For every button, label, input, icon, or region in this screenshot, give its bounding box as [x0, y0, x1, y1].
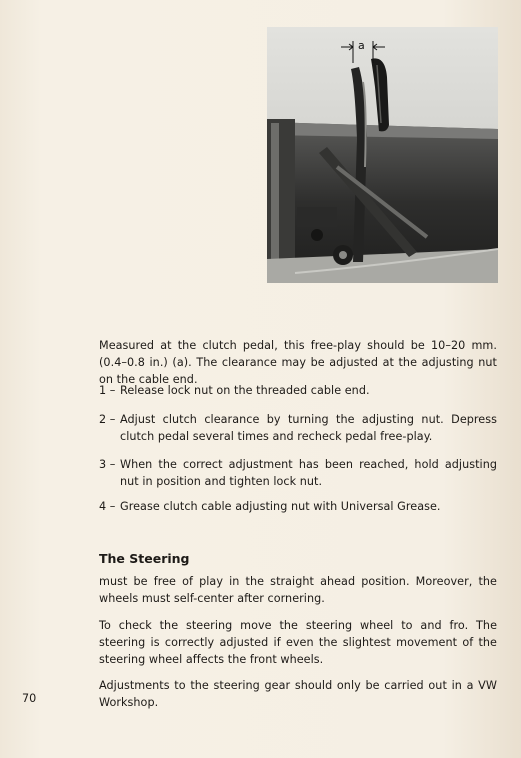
step-item [99, 498, 497, 515]
step-item [99, 411, 497, 445]
clutch-pedal-illustration [267, 27, 498, 283]
section-heading: The Steering [99, 551, 190, 566]
step-number: 3 – [99, 458, 116, 471]
step-text: Grease clutch cable adjusting nut with Universal Grease. [120, 500, 441, 513]
step-number: 1 – [99, 384, 116, 397]
steering-paragraph: To check the steering move the steering wheel to and fro. The steering is correctly adjusted if even the slightest movement of the steering wheel affects the front wheels. [99, 619, 497, 666]
intro-paragraph: Measured at the clutch pedal, this free-play should be 10–20 mm. (0.4–0.8 in.) (a). The clearance may be adjusted at the adjusting nut on the cable end. [99, 339, 497, 386]
step-text: Adjust clutch clearance by turning the adjusting nut. Depress clutch pedal several times and recheck pedal free-play. [120, 413, 497, 443]
steering-paragraph: must be free of play in the straight ahead position. Moreover, the wheels must self-center after cornering. [99, 575, 497, 605]
measurement-label: a [358, 39, 365, 52]
step-text: Release lock nut on the threaded cable end. [120, 384, 370, 397]
step-number: 2 – [99, 413, 116, 426]
step-text: When the correct adjustment has been reached, hold adjusting nut in position and tighten lock nut. [120, 458, 497, 488]
clutch-pedal-photo [267, 27, 498, 283]
step-item [99, 456, 497, 490]
step-item [99, 382, 497, 399]
step-number: 4 – [99, 500, 116, 513]
steering-paragraph: Adjustments to the steering gear should only be carried out in a VW Workshop. [99, 679, 497, 709]
page-number: 70 [22, 692, 37, 705]
